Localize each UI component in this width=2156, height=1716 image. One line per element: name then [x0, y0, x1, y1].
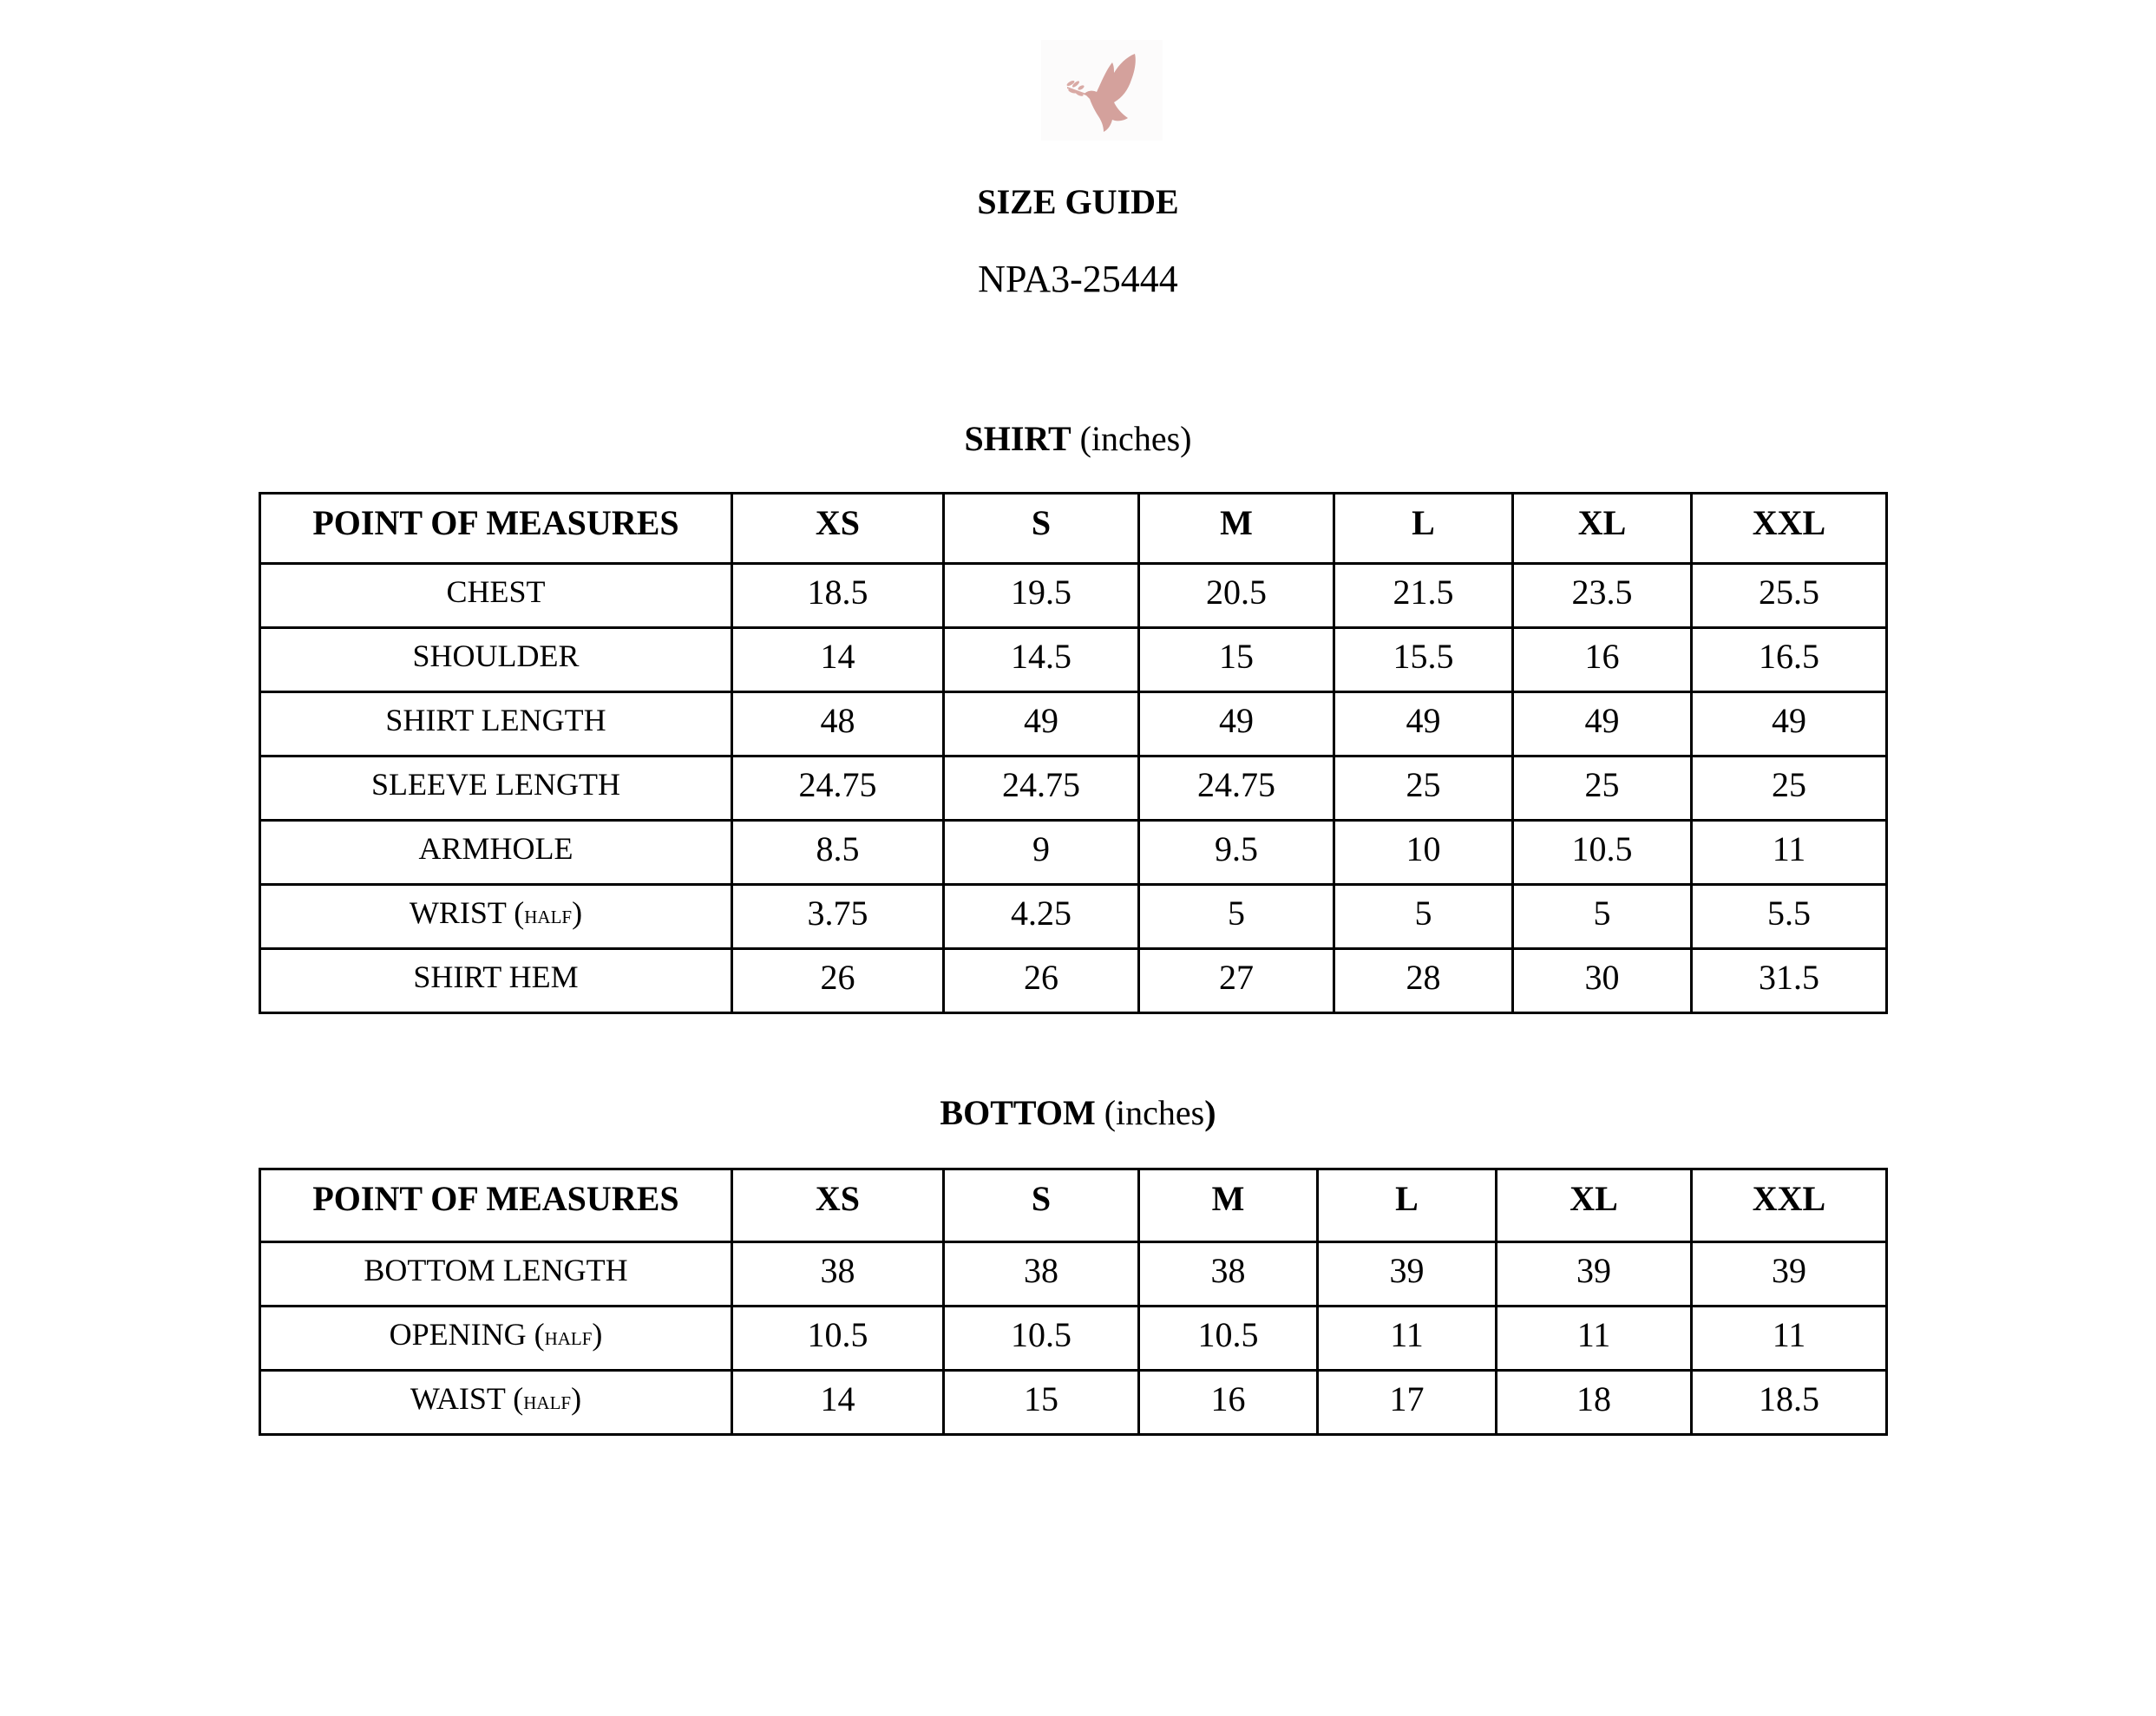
table-cell: 23.5 [1513, 564, 1692, 628]
table-cell: 5 [1139, 885, 1334, 949]
product-code: NPA3-25444 [978, 258, 1178, 300]
bottom-title-unit: (inches [1104, 1093, 1205, 1132]
table-header-row [260, 1169, 1887, 1242]
table-cell: 15 [944, 1371, 1139, 1435]
table-cell: 49 [1692, 692, 1887, 756]
table-cell: 10.5 [944, 1307, 1139, 1371]
column-header: XXL [1692, 1169, 1887, 1242]
row-label: OPENING (half) [260, 1307, 732, 1371]
table-cell: 24.75 [944, 756, 1139, 821]
table-cell: 18 [1497, 1371, 1692, 1435]
page-title: SIZE GUIDE [977, 182, 1179, 221]
table-cell: 39 [1318, 1242, 1497, 1307]
column-header: POINT OF MEASURES [260, 494, 732, 564]
table-cell: 3.75 [732, 885, 944, 949]
table-cell: 49 [1513, 692, 1692, 756]
table-cell: 31.5 [1692, 949, 1887, 1013]
table-cell: 39 [1497, 1242, 1692, 1307]
table-cell: 48 [732, 692, 944, 756]
row-label: SHIRT LENGTH [260, 692, 732, 756]
table-cell: 10.5 [1139, 1307, 1318, 1371]
bottom-section-title [0, 1093, 2156, 1133]
table-cell: 18.5 [1692, 1371, 1887, 1435]
column-header: XL [1513, 494, 1692, 564]
table-row [260, 692, 1887, 756]
row-label: WAIST (half) [260, 1371, 732, 1435]
row-label-text: WRIST [409, 895, 507, 930]
table-cell: 39 [1692, 1242, 1887, 1307]
row-label: SLEEVE LENGTH [260, 756, 732, 821]
table-cell: 49 [1139, 692, 1334, 756]
table-cell: 15.5 [1334, 628, 1513, 692]
table-cell: 25 [1334, 756, 1513, 821]
shirt-size-table [259, 492, 1888, 1014]
table-cell: 17 [1318, 1371, 1497, 1435]
column-header: L [1334, 494, 1513, 564]
table-row [260, 949, 1887, 1013]
shirt-section-title [0, 419, 2156, 459]
column-header: XS [732, 494, 944, 564]
table-row [260, 821, 1887, 885]
table-cell: 14 [732, 628, 944, 692]
bottom-title-close: ) [1204, 1093, 1216, 1132]
table-cell: 4.25 [944, 885, 1139, 949]
row-label: SHIRT HEM [260, 949, 732, 1013]
table-row [260, 1371, 1887, 1435]
table-cell: 10.5 [1513, 821, 1692, 885]
row-label-qualifier: half [524, 901, 573, 929]
table-cell: 10 [1334, 821, 1513, 885]
table-cell: 28 [1334, 949, 1513, 1013]
table-cell: 25.5 [1692, 564, 1887, 628]
table-cell: 25 [1513, 756, 1692, 821]
table-cell: 14 [732, 1371, 944, 1435]
table-cell: 11 [1497, 1307, 1692, 1371]
row-label-text: OPENING [389, 1317, 527, 1352]
row-label: BOTTOM LENGTH [260, 1242, 732, 1307]
table-cell: 5.5 [1692, 885, 1887, 949]
table-cell: 5 [1334, 885, 1513, 949]
table-cell: 14.5 [944, 628, 1139, 692]
column-header: S [944, 1169, 1139, 1242]
bottom-title-label: BOTTOM [940, 1093, 1096, 1132]
table-row [260, 1242, 1887, 1307]
brand-logo [1041, 40, 1163, 141]
table-cell: 27 [1139, 949, 1334, 1013]
table-row [260, 756, 1887, 821]
column-header: XXL [1692, 494, 1887, 564]
table-cell: 38 [1139, 1242, 1318, 1307]
table-cell: 26 [732, 949, 944, 1013]
table-cell: 16.5 [1692, 628, 1887, 692]
row-label-text: WAIST [410, 1381, 506, 1416]
table-cell: 16 [1139, 1371, 1318, 1435]
table-cell: 18.5 [732, 564, 944, 628]
table-cell: 16 [1513, 628, 1692, 692]
table-cell: 19.5 [944, 564, 1139, 628]
table-cell: 49 [1334, 692, 1513, 756]
table-cell: 30 [1513, 949, 1692, 1013]
table-cell: 24.75 [1139, 756, 1334, 821]
table-cell: 5 [1513, 885, 1692, 949]
table-cell: 11 [1692, 1307, 1887, 1371]
table-header-row [260, 494, 1887, 564]
column-header: POINT OF MEASURES [260, 1169, 732, 1242]
table-cell: 8.5 [732, 821, 944, 885]
column-header: M [1139, 1169, 1318, 1242]
row-label-qualifier: half [523, 1386, 572, 1415]
table-cell: 9 [944, 821, 1139, 885]
table-cell: 38 [732, 1242, 944, 1307]
table-cell: 9.5 [1139, 821, 1334, 885]
table-row [260, 1307, 1887, 1371]
table-cell: 11 [1692, 821, 1887, 885]
column-header: XS [732, 1169, 944, 1242]
column-header: L [1318, 1169, 1497, 1242]
table-cell: 21.5 [1334, 564, 1513, 628]
bottom-size-table [259, 1168, 1888, 1436]
table-cell: 25 [1692, 756, 1887, 821]
dove-icon [1060, 49, 1147, 135]
row-label: SHOULDER [260, 628, 732, 692]
column-header: XL [1497, 1169, 1692, 1242]
shirt-title-label: SHIRT [964, 419, 1071, 458]
column-header: M [1139, 494, 1334, 564]
table-row [260, 564, 1887, 628]
table-cell: 10.5 [732, 1307, 944, 1371]
row-label: ARMHOLE [260, 821, 732, 885]
table-cell: 49 [944, 692, 1139, 756]
column-header: S [944, 494, 1139, 564]
table-row [260, 628, 1887, 692]
table-cell: 26 [944, 949, 1139, 1013]
table-cell: 15 [1139, 628, 1334, 692]
table-row [260, 885, 1887, 949]
row-label-qualifier: half [544, 1322, 593, 1351]
table-cell: 38 [944, 1242, 1139, 1307]
row-label: CHEST [260, 564, 732, 628]
table-cell: 24.75 [732, 756, 944, 821]
table-cell: 11 [1318, 1307, 1497, 1371]
shirt-title-unit: (inches) [1079, 419, 1192, 458]
table-cell: 20.5 [1139, 564, 1334, 628]
row-label: WRIST (half) [260, 885, 732, 949]
